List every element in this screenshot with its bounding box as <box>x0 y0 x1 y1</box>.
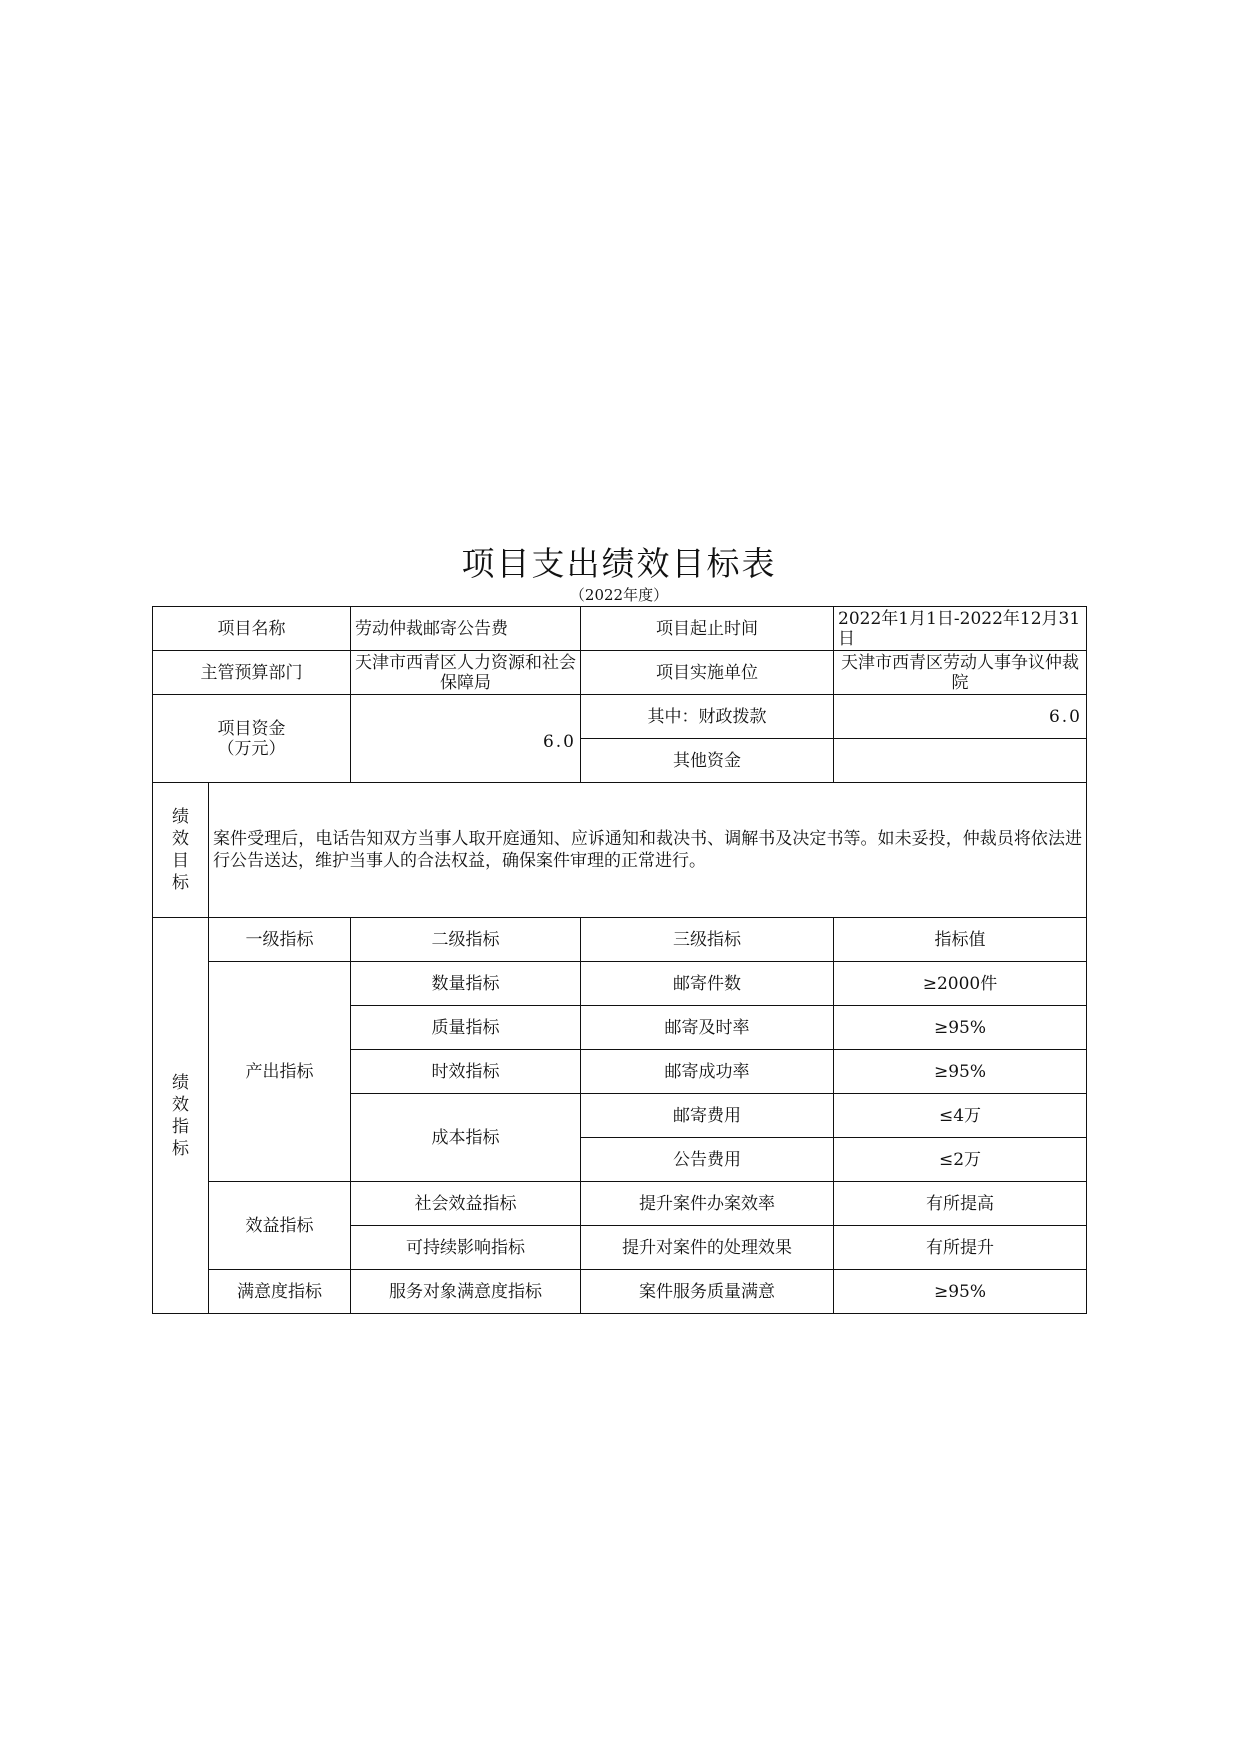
table-row <box>153 1270 1087 1314</box>
project-name-value: 劳动仲裁邮寄公告费 <box>351 607 581 651</box>
goal-label <box>153 783 209 918</box>
unit-value: 天津市西青区劳动人事争议仲裁院 <box>834 651 1087 695</box>
fund-label <box>153 695 351 783</box>
quality-level2: 质量指标 <box>351 1006 581 1050</box>
page-title: 项目支出绩效目标表 <box>461 544 777 583</box>
output-level1: 产出指标 <box>209 962 351 1182</box>
dept-value: 天津市西青区人力资源和社会保障局 <box>351 651 581 695</box>
goal-text: 案件受理后，电话告知双方当事人取开庭通知、应诉通知和裁决书、调解书及决定书等。如未妥投，仲裁员将依法进行公告送达，维护当事人的合法权益，确保案件审理的正常进行。 <box>209 783 1087 918</box>
quality-value: ≥95% <box>834 1006 1087 1050</box>
goal-label-char: 目 <box>172 851 189 871</box>
table-row <box>153 651 1087 695</box>
period-label: 项目起止时间 <box>581 607 834 651</box>
table-row <box>153 918 1087 962</box>
header-level2: 二级指标 <box>351 918 581 962</box>
goal-label-char: 效 <box>172 829 189 849</box>
project-name-label: 项目名称 <box>153 607 351 651</box>
goal-label-char: 绩 <box>172 807 189 827</box>
cost-notice-value: ≤2万 <box>834 1138 1087 1182</box>
sustain-value: 有所提升 <box>834 1226 1087 1270</box>
unit-label: 项目实施单位 <box>581 651 834 695</box>
fund-label-line1: 项目资金 <box>217 718 286 739</box>
cost-level2: 成本指标 <box>351 1094 581 1182</box>
social-level3: 提升案件办案效率 <box>581 1182 834 1226</box>
dept-label: 主管预算部门 <box>153 651 351 695</box>
indicator-label <box>153 918 209 1314</box>
quantity-level2: 数量指标 <box>351 962 581 1006</box>
indicator-label-char: 标 <box>172 1138 189 1159</box>
social-value: 有所提高 <box>834 1182 1087 1226</box>
fund-label-line2: （万元） <box>217 738 286 759</box>
indicator-label-char: 指 <box>172 1116 189 1137</box>
quality-level3: 邮寄及时率 <box>581 1006 834 1050</box>
year-subtitle: （2022年度） <box>569 586 669 604</box>
sustain-level2: 可持续影响指标 <box>351 1226 581 1270</box>
satisfaction-level3: 案件服务质量满意 <box>581 1270 834 1314</box>
social-level2: 社会效益指标 <box>351 1182 581 1226</box>
performance-table <box>152 606 1087 1314</box>
header-value: 指标值 <box>834 918 1087 962</box>
fiscal-label: 其中：财政拨款 <box>581 695 834 739</box>
timeliness-value: ≥95% <box>834 1050 1087 1094</box>
satisfaction-value: ≥95% <box>834 1270 1087 1314</box>
table-row <box>153 962 1087 1006</box>
table-row <box>153 1182 1087 1226</box>
cost-notice-level3: 公告费用 <box>581 1138 834 1182</box>
header-level3: 三级指标 <box>581 918 834 962</box>
header-level1: 一级指标 <box>209 918 351 962</box>
satisfaction-level1: 满意度指标 <box>209 1270 351 1314</box>
indicator-label-char: 效 <box>172 1094 189 1115</box>
timeliness-level3: 邮寄成功率 <box>581 1050 834 1094</box>
cost-mail-level3: 邮寄费用 <box>581 1094 834 1138</box>
other-value <box>834 739 1087 783</box>
quantity-level3: 邮寄件数 <box>581 962 834 1006</box>
indicator-label-char: 绩 <box>172 1072 189 1093</box>
period-value: 2022年1月1日-2022年12月31日 <box>834 607 1087 651</box>
sustain-level3: 提升对案件的处理效果 <box>581 1226 834 1270</box>
goal-label-char: 标 <box>172 873 189 893</box>
benefit-level1: 效益指标 <box>209 1182 351 1270</box>
fund-total: 6.0 <box>351 695 581 783</box>
fiscal-value: 6.0 <box>834 695 1087 739</box>
quantity-value: ≥2000件 <box>834 962 1087 1006</box>
table-row <box>153 783 1087 918</box>
table-row <box>153 607 1087 651</box>
table-row <box>153 695 1087 739</box>
cost-mail-value: ≤4万 <box>834 1094 1087 1138</box>
satisfaction-level2: 服务对象满意度指标 <box>351 1270 581 1314</box>
other-label: 其他资金 <box>581 739 834 783</box>
timeliness-level2: 时效指标 <box>351 1050 581 1094</box>
